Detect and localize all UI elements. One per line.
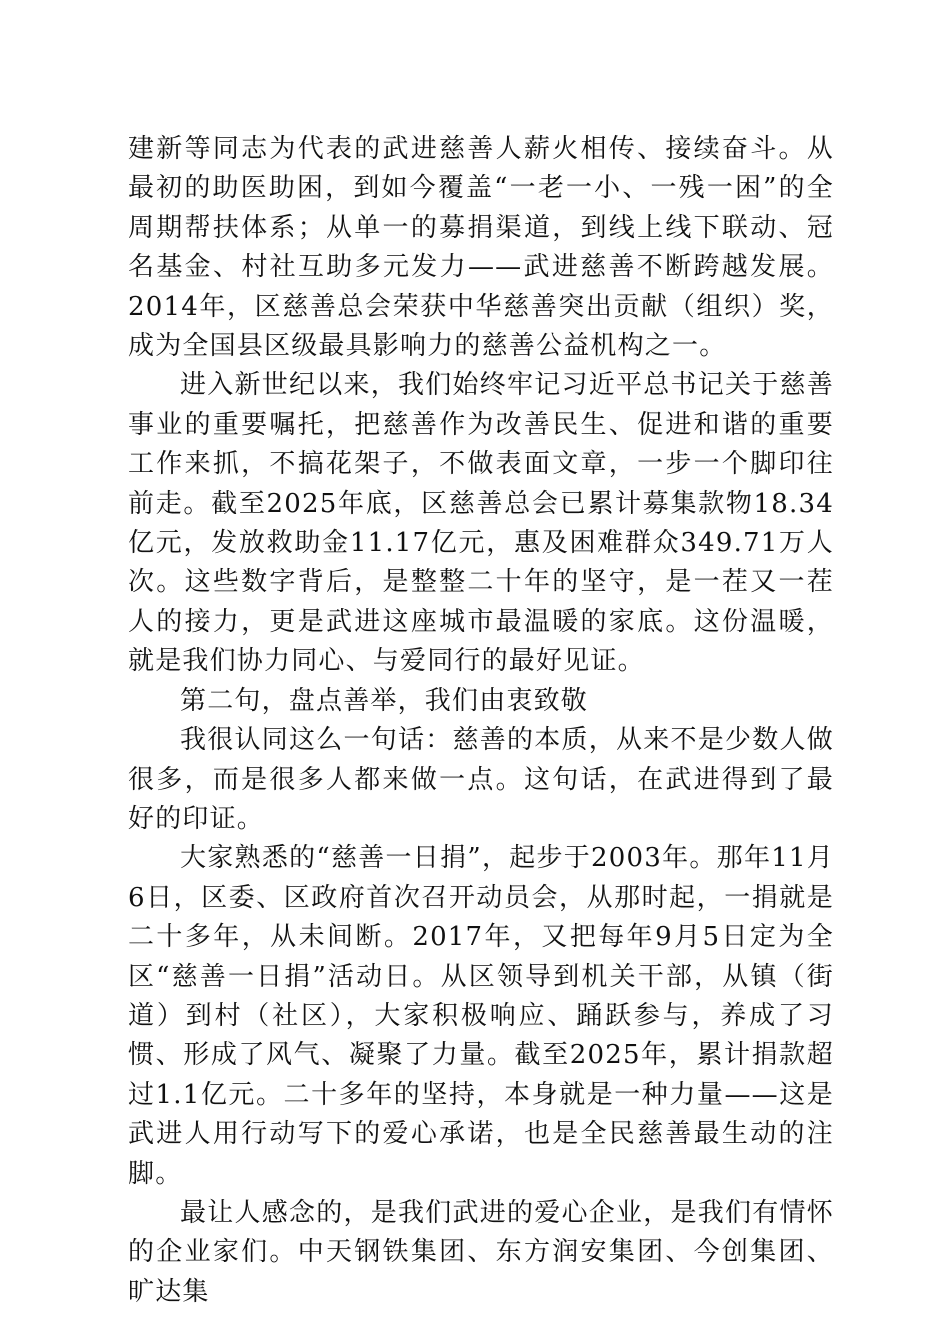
paragraph-achievements: 进入新世纪以来，我们始终牢记习近平总书记关于慈善事业的重要嘱托，把慈善作为改善民生、促进和谐的重要工作来抓，不搞花架子，不做表面文章，一步一个脚印往前走。截至2025年底，区慈善总会已累计募集款物18.34亿元，发放救助金11.17亿元，惠及困难群众349.71万人次。这些数字背后，是整整二十年的坚守，是一茬又一茬人的接力，更是武进这座城市最温暖的家底。这份温暖，就是我们协力同心、与爱同行的最好见证。 (128, 370, 834, 677)
section-heading-second: 第二句，盘点善举，我们由衷致敬 (180, 685, 589, 716)
paragraph-heritage: 建新等同志为代表的武进慈善人薪火相传、接续奋斗。从最初的助医助困，到如今覆盖“一老一小、一残一困”的全周期帮扶体系；从单一的募捐渠道，到线上线下联动、冠名基金、村社互助多元发力——武进慈善不断跨越发展。2014年，区慈善总会荣获中华慈善突出贡献（组织）奖，成为全国县区级最具影响力的慈善公益机构之一。 (128, 134, 834, 362)
paragraph-one-day-donation: 大家熟悉的“慈善一日捐”，起步于2003年。那年11月6日，区委、区政府首次召开动员会，从那时起，一捐就是二十多年，从未间断。2017年，又把每年9月5日定为全区“慈善一日捐”活动日。从区领导到机关干部，从镇（街道）到村（社区），大家积极响应、踊跃参与，养成了习惯、形成了风气、凝聚了力量。截至2025年，累计捐款超过1.1亿元。二十多年的坚持，本身就是一种力量——这是武进人用行动写下的爱心承诺，也是全民慈善最生动的注脚。 (128, 843, 834, 1189)
document-body (128, 130, 834, 1312)
paragraph-charity-essence: 我很认同这么一句话：慈善的本质，从来不是少数人做很多，而是很多人都来做一点。这句话，在武进得到了最好的印证。 (128, 725, 834, 834)
paragraph-enterprises: 最让人感念的，是我们武进的爱心企业，是我们有情怀的企业家们。中天钢铁集团、东方润安集团、今创集团、旷达集 (128, 1197, 834, 1307)
